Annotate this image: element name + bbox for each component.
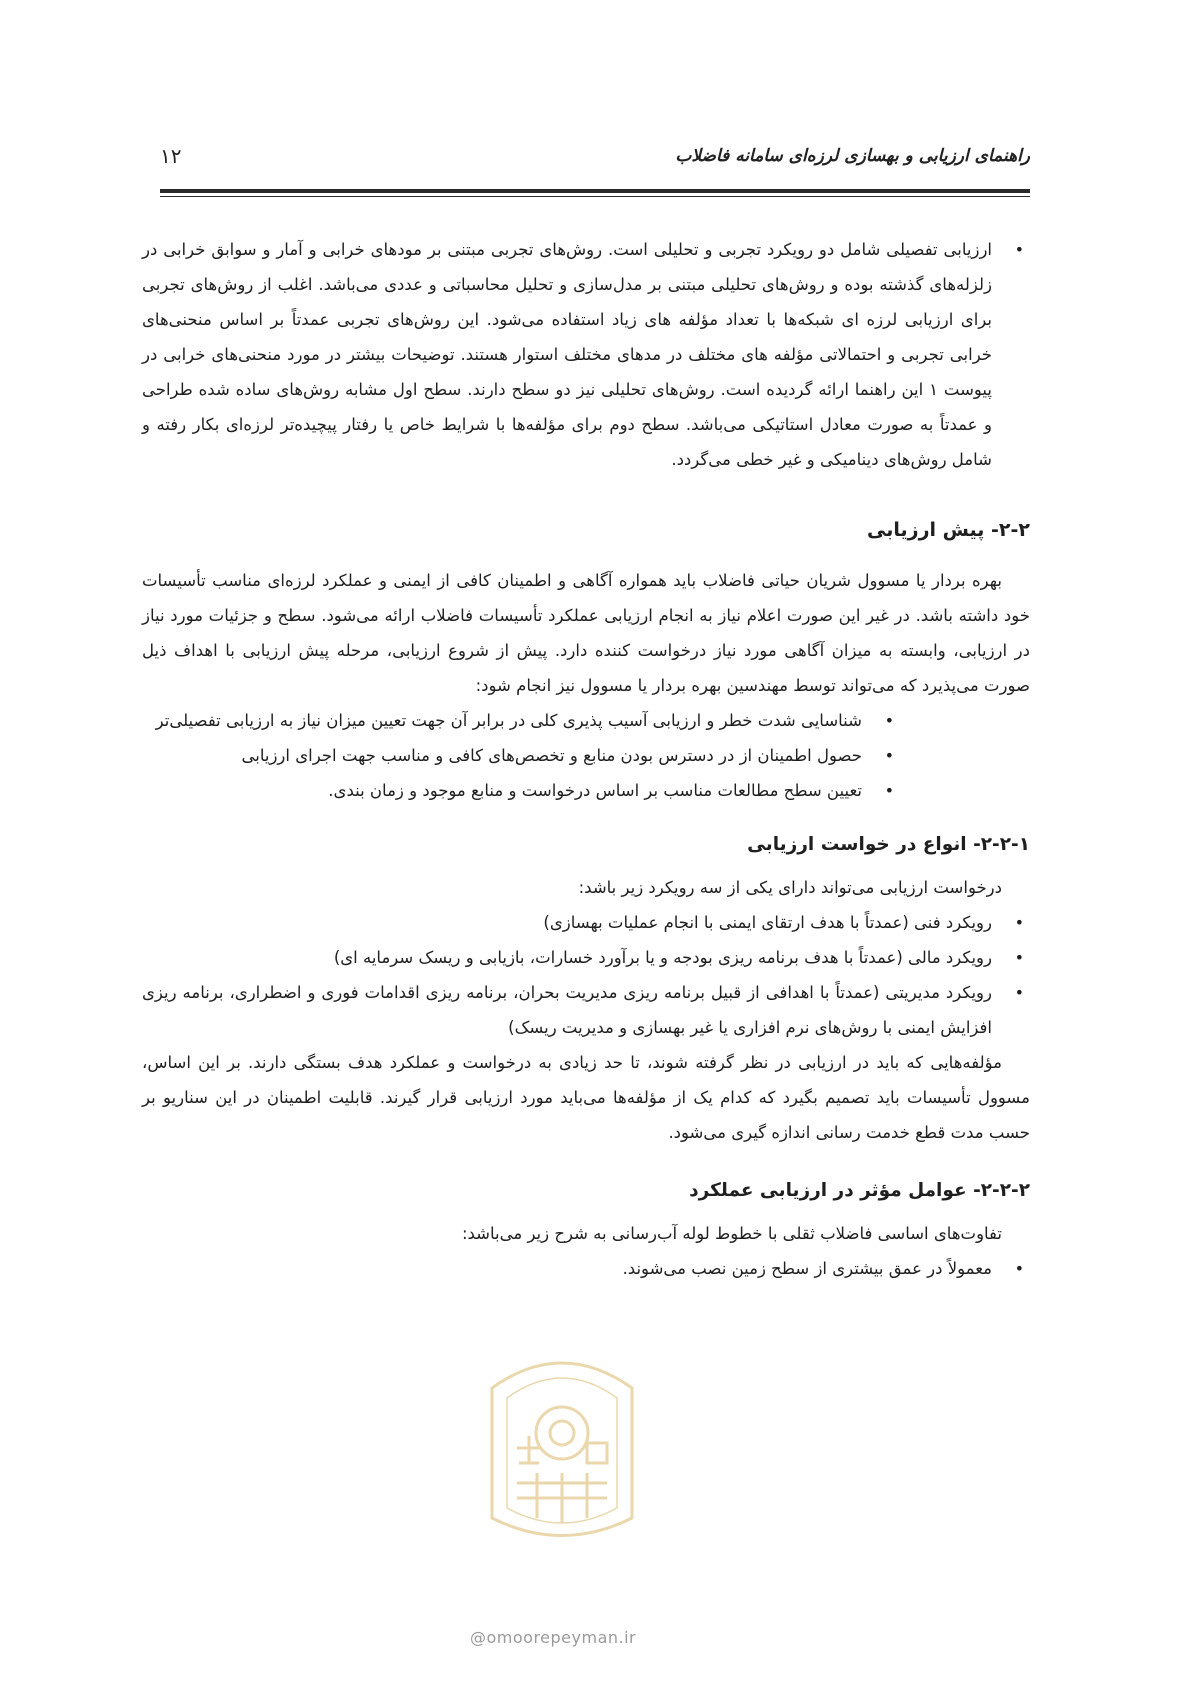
intro-bullet-list	[142, 232, 1030, 477]
list-item: • رویکرد فنی (عمدتاً با هدف ارتقای ایمنی با انجام عملیات بهسازی)	[142, 905, 1030, 940]
watermark-seal-icon	[462, 1318, 662, 1558]
list-item: • حصول اطمینان از در دسترس بودن منابع و تخصص‌های کافی و مناسب جهت اجرای ارزیابی	[142, 738, 900, 773]
header-rule-thin	[160, 196, 1030, 197]
page-number: ۱۲	[160, 144, 182, 168]
section-heading-2-2-1: ۲-۲-۱- انواع در خواست ارزیابی	[747, 834, 1030, 855]
header-rule-thick	[160, 189, 1030, 193]
page-header	[160, 138, 1030, 186]
section-2-2-paragraph: بهره بردار یا مسوول شریان حیاتی فاضلاب باید همواره آگاهی و اطمینان کافی از ایمنی و عملکرد لرزه‌ای مناسب تأسیسات خود داشته باشد. در غیر این صورت اعلام نیاز به انجام ارزیابی عملکرد تأسیسات فاضلاب ارائه می‌شود. سطح و جزئیات مورد نیاز در ارزیابی، وابسته به میزان آگاهی مورد نیاز درخواست کننده دارد. پیش از شروع ارزیابی، مرحله پیش ارزیابی با اهداف ذیل صورت می‌پذیرد که می‌تواند توسط مهندسین بهره بردار یا مسوول نیز انجام شود:	[142, 571, 1030, 695]
list-item: • رویکرد مدیریتی (عمدتاً با اهدافی از قبیل برنامه ریزی مدیریت بحران، برنامه ریزی اقدامات فوری و اضطراری، برنامه ریزی افزایش ایمنی با روش‌های نرم افزاری یا غیر بهسازی و مدیریت ریسک)	[142, 975, 1030, 1045]
section-2-2-bullets	[142, 703, 1030, 808]
list-item: • معمولاً در عمق بیشتری از سطح زمین نصب می‌شوند.	[142, 1251, 1030, 1286]
section-2-2-2-bullets	[142, 1251, 1030, 1286]
section-2-2-1-paragraph: مؤلفه‌هایی که باید در ارزیابی در نظر گرفته شوند، تا حد زیادی به درخواست و عملکرد هدف بستگی دارند. بر این اساس، مسوول تأسیسات باید تصمیم بگیرد که کدام یک از مؤلفه‌ها می‌باید مورد ارزیابی قرار گیرند. قابلیت اطمینان در این سناریو بر حسب مدت قطع خدمت رسانی اندازه گیری می‌شود.	[142, 1053, 1030, 1142]
list-item: • ارزیابی تفصیلی شامل دو رویکرد تجربی و تحلیلی است. روش‌های تجربی مبتنی بر مودهای خرابی و آمار و سوابق خرابی در زلزله‌های گذشته بوده و روش‌های تحلیلی مبتنی بر مدل‌سازی و تحلیل محاسباتی و عددی می‌باشد. اغلب از روش‌های تجربی برای ارزیابی لرزه ای شبکه‌ها با تعداد مؤلفه های زیاد استفاده می‌شود. این روش‌های تجربی عمدتاً بر اساس منحنی‌های خرابی تجربی و احتمالاتی مؤلفه های مختلف در مدهای مختلف استوار هستند. توضیحات بیشتر در مورد منحنی‌های خرابی در پیوست ۱ این راهنما ارائه گردیده است. روش‌های تحلیلی نیز دو سطح دارند. سطح اول مشابه روش‌های ساده شده طراحی و عمدتاً به صورت معادل استاتیکی می‌باشد. سطح دوم برای مؤلفه‌ها با شرایط خاص یا رفتار پیچیده‌تر لرزه‌ای بکار رفته و شامل روش‌های دینامیکی و غیر خطی می‌گردد.	[142, 232, 1030, 477]
section-heading-2-2: ۲-۲- پیش ارزیابی	[867, 519, 1030, 541]
section-2-2-1-lead: درخواست ارزیابی می‌تواند دارای یکی از سه رویکرد زیر باشد:	[578, 878, 1002, 897]
list-item: • تعیین سطح مطالعات مناسب بر اساس درخواست و منابع موجود و زمان بندی.	[142, 773, 900, 808]
section-heading-2-2-2: ۲-۲-۲- عوامل مؤثر در ارزیابی عملکرد	[689, 1180, 1030, 1201]
list-item: • رویکرد مالی (عمدتاً با هدف برنامه ریزی بودجه و یا برآورد خسارات، بازیابی و ریسک سرمایه ای)	[142, 940, 1030, 975]
section-2-2-1-bullets	[142, 905, 1030, 1045]
watermark-url: @omoorepeyman.ir	[470, 1628, 637, 1647]
page-body	[142, 232, 1030, 1286]
section-2-2-2-lead: تفاوت‌های اساسی فاضلاب ثقلی با خطوط لوله آب‌رسانی به شرح زیر می‌باشد:	[461, 1224, 1002, 1243]
list-item: • شناسایی شدت خطر و ارزیابی آسیب پذیری کلی در برابر آن جهت تعیین میزان نیاز به ارزیابی تفصیلی‌تر	[142, 703, 900, 738]
running-title: راهنمای ارزیابی و بهسازی لرزه‌ای سامانه فاضلاب	[675, 146, 1030, 166]
